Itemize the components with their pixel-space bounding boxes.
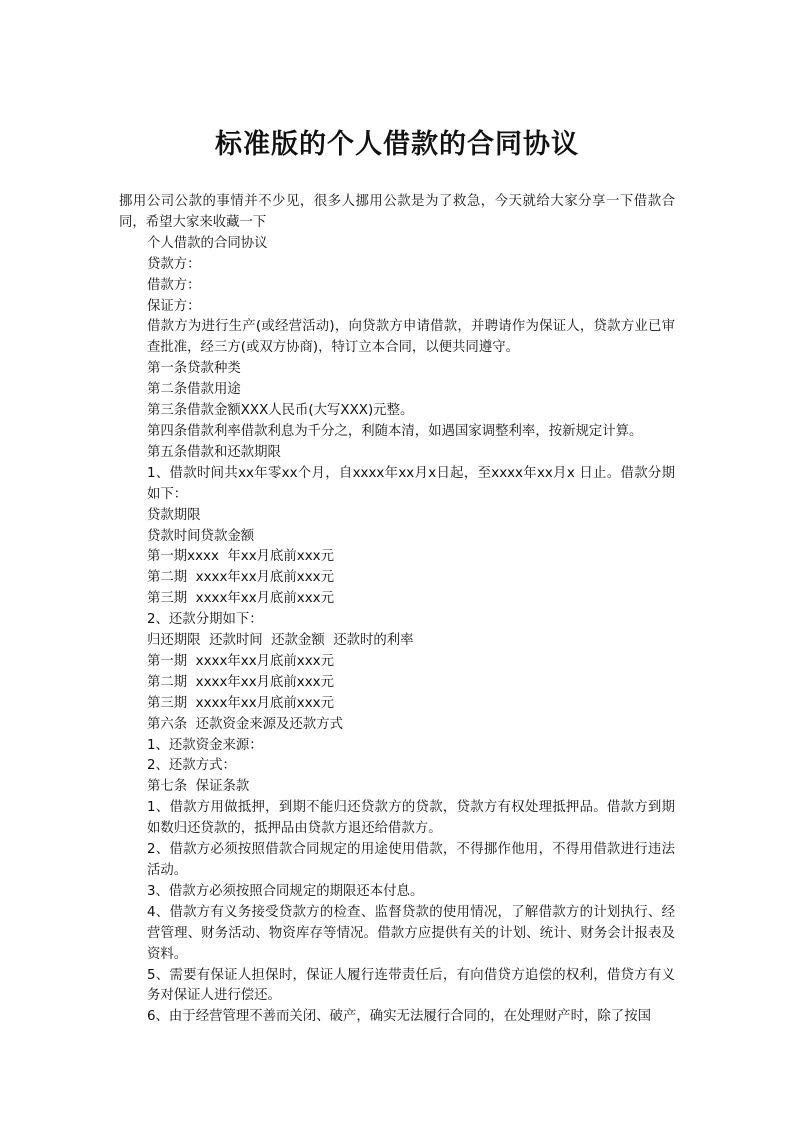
- repayment-source: 1、还款资金来源：: [147, 737, 263, 753]
- guarantee-clause-6: 6、由于经营管理不善而关闭、破产，确实无法履行合同的，在处理财产时，除了按国: [147, 1009, 651, 1025]
- article-4: 第四条借款利率借款利息为千分之，利随本清，如遇国家调整利率，按新规定计算。: [147, 423, 643, 439]
- guarantee-clause-5: 5、需要有保证人担保时，保证人履行连带责任后，有向借贷方追偿的权利，借贷方有义务对保证人进行偿还。: [147, 967, 675, 1004]
- repayment-columns: 归还期限 还款时间 还款金额 还款时的利率: [147, 633, 414, 649]
- document-body: [119, 192, 675, 1028]
- article-7: 第七条 保证条款: [147, 779, 250, 795]
- contract-heading: 个人借款的合同协议: [147, 235, 268, 251]
- loan-installment-1: 第一期xxxx 年xx月底前xxx元: [147, 549, 334, 565]
- guarantee-clause-1: 1、借款方用做抵押，到期不能归还贷款方的贷款，贷款方有权处理抵押品。借款方到期如数归还贷款的，抵押品由贷款方退还给借款方。: [147, 800, 675, 837]
- article-1: 第一条贷款种类: [147, 361, 241, 377]
- repayment-installment-2: 第二期 xxxx年xx月底前xxx元: [147, 674, 334, 690]
- repayment-installment-3: 第三期 xxxx年xx月底前xxx元: [147, 695, 334, 711]
- document-title: 标准版的个人借款的合同协议: [215, 129, 579, 160]
- article-5: 第五条借款和还款期限: [147, 444, 281, 460]
- borrower-line: 借款方：: [147, 277, 201, 293]
- loan-time-amount-label: 贷款时间贷款金额: [147, 528, 255, 544]
- loan-installment-3: 第三期 xxxx年xx月底前xxx元: [147, 591, 334, 607]
- article-2: 第二条借款用途: [147, 382, 241, 398]
- article-3: 第三条借款金额XXX人民币(大写XXX)元整。: [147, 403, 414, 419]
- repayment-installment-1: 第一期 xxxx年xx月底前xxx元: [147, 653, 334, 669]
- repayment-heading: 2、还款分期如下：: [147, 612, 263, 628]
- guarantee-clause-4: 4、借款方有义务接受贷款方的检查、监督贷款的使用情况，了解借款方的计划执行、经营管理、财务活动、物资库存等情况。借款方应提供有关的计划、统计、财务会计报表及资料。: [147, 904, 675, 962]
- intro-paragraph: 挪用公司公款的事情并不少见，很多人挪用公款是为了救急，今天就给大家分享一下借款合同，希望大家来收藏一下: [119, 194, 675, 230]
- loan-installment-2: 第二期 xxxx年xx月底前xxx元: [147, 570, 334, 586]
- lender-line: 贷款方：: [147, 256, 201, 272]
- loan-term-paragraph: 1、借款时间共xx年零xx个月，自xxxx年xx月x日起，至xxxx年xx月x 日止。借款分期如下：: [147, 465, 675, 502]
- guarantor-line: 保证方：: [147, 298, 201, 314]
- loan-period-label: 贷款期限: [147, 507, 201, 523]
- preamble-paragraph: 借款方为进行生产(或经营活动)，向贷款方申请借款，并聘请作为保证人，贷款方业已审查批准，经三方(或双方协商)，特订立本合同，以便共同遵守。: [147, 319, 675, 356]
- guarantee-clause-3: 3、借款方必须按照合同规定的期限还本付息。: [147, 883, 424, 899]
- guarantee-clause-2: 2、借款方必须按照借款合同规定的用途使用借款，不得挪作他用，不得用借款进行违法活动。: [147, 842, 675, 878]
- repayment-method: 2、还款方式：: [147, 758, 236, 774]
- article-6: 第六条 还款资金来源及还款方式: [147, 716, 343, 732]
